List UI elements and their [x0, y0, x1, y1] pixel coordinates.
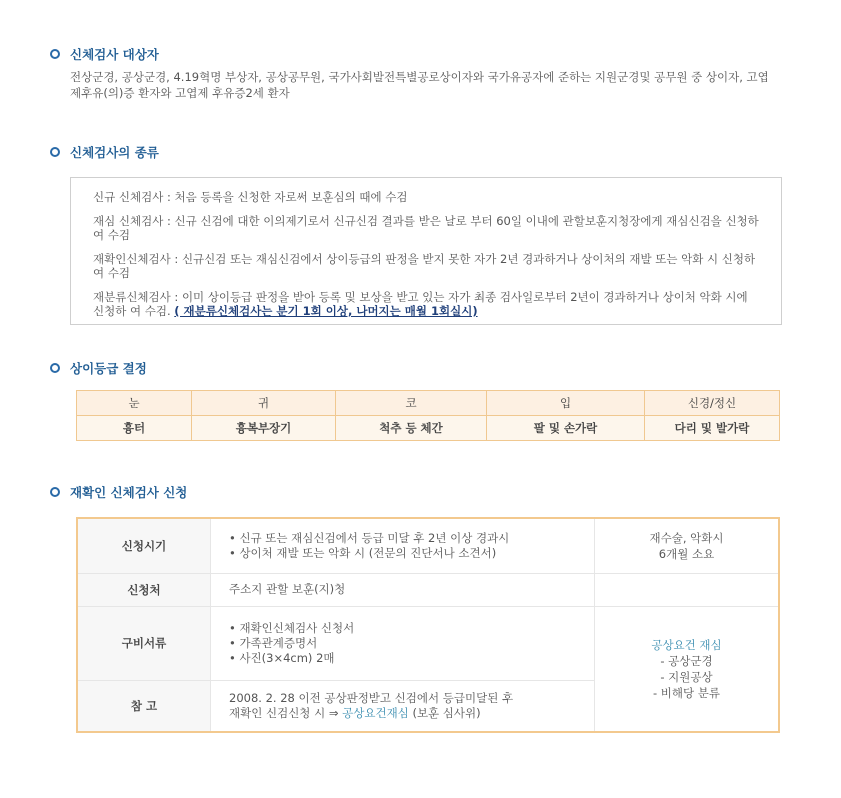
list-item: - 지원공상	[660, 669, 713, 684]
list-item: - 비해당 분류	[652, 685, 720, 700]
grade-cell: 다리 및 발가락	[645, 416, 780, 441]
place-empty	[595, 573, 780, 606]
grade-cell: 눈	[77, 391, 192, 416]
list-item: • 사진(3×4cm) 2매	[229, 650, 335, 665]
table-row	[77, 573, 779, 606]
table-row	[77, 518, 779, 573]
grade-cell: 코	[336, 391, 487, 416]
types-box	[70, 177, 782, 325]
type-item-reconfirm: 재확인신체검사 : 신규신검 또는 재심신검에서 상이등급의 판정을 받지 못한 자가 2년 경과하거나 상이처의 재발 또는 악화 시 신청하여 수검	[93, 252, 756, 280]
period-note	[595, 518, 780, 573]
grade-cell: 흉터	[77, 416, 192, 441]
section-title-text: 재확인 신체검사 신청	[70, 485, 188, 500]
target-description: 전상군경, 공상군경, 4.19혁명 부상자, 공상공무원, 국가사회발전특별공로상이자와 국가유공자에 준하는 지원군경및 공무원 중 상이자, 고엽제후유(의)증 환자와 고엽제 후유증2세 환자	[70, 70, 769, 100]
section-title-text: 신체검사의 종류	[70, 145, 159, 160]
grade-table	[76, 390, 780, 441]
section-title-text: 상이등급 결정	[70, 361, 147, 376]
grade-cell: 입	[487, 391, 645, 416]
list-item: • 재확인신체검사 신청서	[229, 620, 355, 635]
place-content: 주소지 관할 보훈(지)청	[211, 573, 595, 606]
section-title-recheck	[50, 483, 187, 501]
section-title-grade	[50, 359, 147, 377]
period-note-2: 6개월 소요	[658, 546, 715, 561]
table-row	[77, 606, 779, 680]
side-note	[595, 606, 780, 732]
type-item-reclassify-text: 재분류신체검사 : 이미 상이등급 판정을 받아 등록 및 보상을 받고 있는 자가 최종 검사일로부터 2년이 경과하거나 상이처 악화 시에 신청하 여 수검.	[93, 290, 748, 318]
list-item: - 공상군경	[660, 653, 713, 668]
type-item-new: 신규 신체검사 : 처음 등록을 신청한 자로써 보훈심의 때에 수검	[93, 190, 408, 204]
section-title-target	[50, 45, 159, 63]
circle-bullet-icon	[50, 363, 60, 373]
reclassify-highlight: ( 재분류신체검사는 분기 1회 이상, 나머지는 매월 1회실시)	[174, 304, 478, 318]
recheck-table	[76, 517, 780, 733]
grade-cell: 신경/정신	[645, 391, 780, 416]
grade-cell: 귀	[192, 391, 336, 416]
docs-content	[211, 606, 595, 680]
grade-row	[77, 416, 780, 441]
circle-bullet-icon	[50, 487, 60, 497]
list-item: • 신규 또는 재심신검에서 등급 미달 후 2년 이상 경과시	[229, 530, 510, 545]
period-content	[211, 518, 595, 573]
circle-bullet-icon	[50, 147, 60, 157]
type-item-retrial: 재심 신체검사 : 신규 신검에 대한 이의제기로서 신규신검 결과를 받은 날로 부터 60일 이내에 관할보훈지청장에게 재심신검을 신청하여 수검	[93, 214, 759, 242]
period-note-1: 재수술, 악화시	[649, 530, 724, 545]
row-label-place: 신청처	[77, 573, 211, 606]
row-label-ref: 참 고	[77, 680, 211, 732]
side-note-link[interactable]: 공상요건 재심	[651, 637, 722, 652]
list-item: • 상이처 재발 또는 악화 시 (전문의 진단서나 소견서)	[229, 545, 497, 560]
section-title-text: 신체검사 대상자	[70, 47, 159, 62]
type-item-reclassify	[93, 290, 761, 318]
grade-cell: 흉복부장기	[192, 416, 336, 441]
ref-content	[211, 680, 595, 732]
ref-line-2b: (보훈 심사위)	[408, 705, 481, 720]
list-item: • 가족관계증명서	[229, 635, 318, 650]
grade-cell: 척추 등 체간	[336, 416, 487, 441]
ref-line-2a: 재확인 신검신청 시 ⇒	[229, 705, 343, 720]
grade-cell: 팔 및 손가락	[487, 416, 645, 441]
section-title-types	[50, 143, 159, 161]
ref-line-2	[229, 706, 593, 721]
grade-row	[77, 391, 780, 416]
ref-line-1: 2008. 2. 28 이전 공상판정받고 신검에서 등급미달된 후	[229, 690, 514, 705]
row-label-docs: 구비서류	[77, 606, 211, 680]
circle-bullet-icon	[50, 49, 60, 59]
ref-link[interactable]: 공상요건재심	[342, 705, 409, 720]
row-label-period: 신청시기	[77, 518, 211, 573]
